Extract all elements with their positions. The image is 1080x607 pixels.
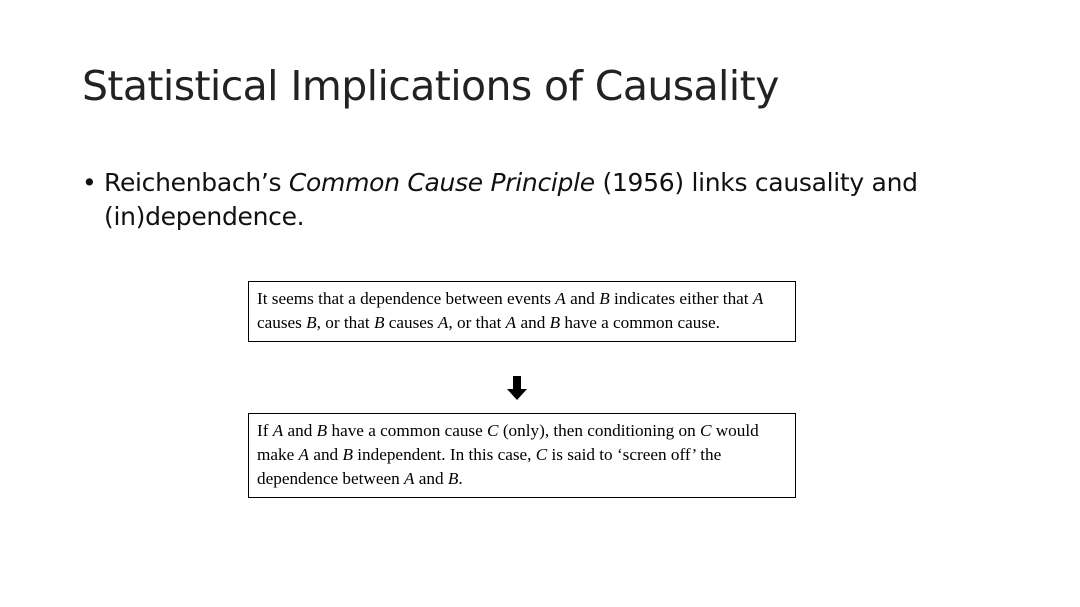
box-bottom-text: is said to ‘screen off’ the dependence between — [257, 445, 722, 488]
variable-c: C — [535, 445, 548, 464]
box-top-text: have a common cause. — [560, 313, 720, 332]
variable-a: A — [752, 289, 764, 308]
box-top-text: and — [565, 289, 600, 308]
box-top-text: , or that — [448, 313, 506, 332]
variable-b: B — [306, 313, 317, 332]
bullet-text-before: Reichenbach’s — [104, 168, 289, 197]
box-bottom-text: and — [283, 421, 317, 440]
down-arrow-icon — [506, 374, 528, 402]
variable-c: C — [487, 421, 499, 440]
box-top-text: It seems that a dependence between events — [257, 289, 556, 308]
bullet-text — [104, 166, 962, 234]
box-bottom-text: . — [458, 469, 463, 488]
box-bottom-text: If — [257, 421, 273, 440]
variable-b: B — [373, 313, 385, 332]
box-bottom-text: (only), then conditioning on — [498, 421, 700, 440]
variable-a: A — [437, 313, 449, 332]
box-top-text: , or that — [316, 313, 374, 332]
down-arrow-icon-svg — [506, 374, 528, 402]
quote-box-dependence — [248, 281, 796, 342]
variable-b: B — [342, 445, 353, 464]
box-top-text: indicates either that — [609, 289, 753, 308]
variable-a: A — [298, 445, 310, 464]
variable-c: C — [699, 421, 712, 440]
variable-a: A — [555, 289, 566, 308]
box-top-text: causes — [384, 313, 438, 332]
box-bottom-text: would make — [257, 421, 759, 464]
box-bottom-text: and — [414, 469, 448, 488]
principle-name: Common Cause Principle — [288, 168, 595, 197]
bullet-marker: • — [82, 168, 97, 197]
bullet-text-after: (1956) links causality and (in)dependence. — [104, 168, 918, 231]
box-bottom-text: and — [309, 445, 343, 464]
variable-b: B — [447, 469, 459, 488]
variable-b: B — [316, 421, 328, 440]
bullet-item — [82, 166, 962, 234]
box-top-text: causes — [257, 313, 307, 332]
variable-a: A — [272, 421, 284, 440]
variable-a: A — [505, 313, 517, 332]
box-bottom-text: have a common cause — [327, 421, 488, 440]
box-top-text: and — [516, 313, 550, 332]
box-bottom-text: independent. In this case, — [352, 445, 536, 464]
variable-a: A — [403, 469, 415, 488]
variable-b: B — [549, 313, 561, 332]
quote-box-screen-off — [248, 413, 796, 498]
variable-b: B — [599, 289, 610, 308]
slide-title: Statistical Implications of Causality — [82, 62, 779, 110]
